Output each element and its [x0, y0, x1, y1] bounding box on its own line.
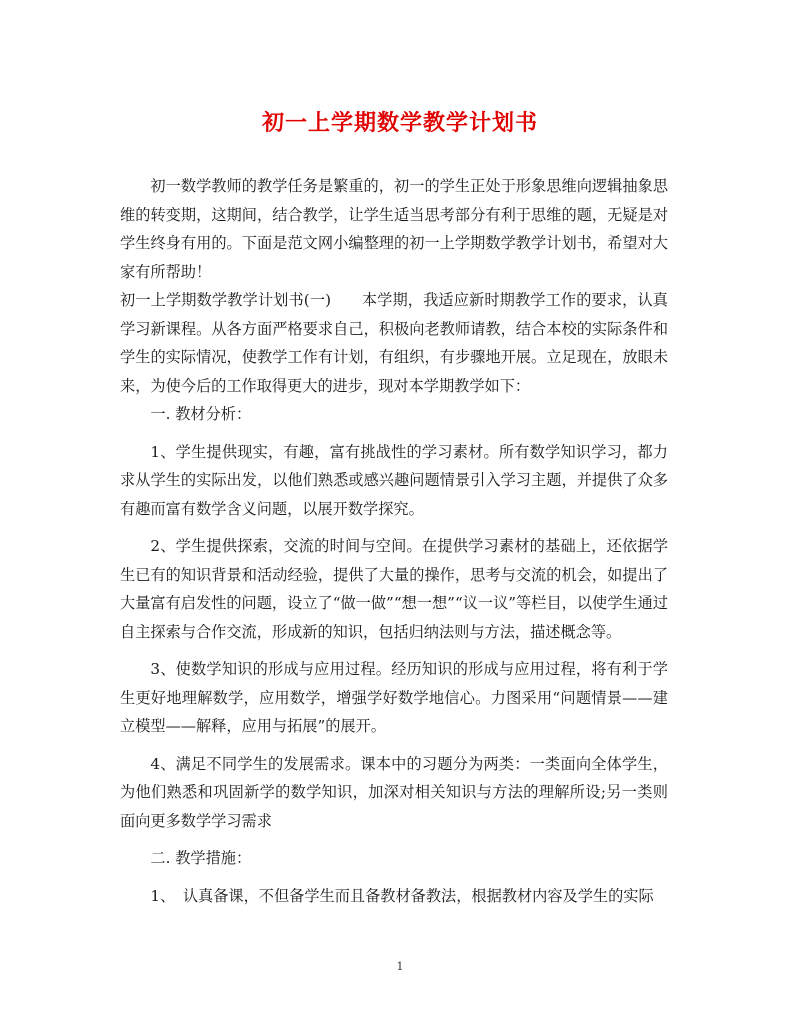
paragraph-item-1: 1、学生提供现实，有趣，富有挑战性的学习素材。所有数学知识学习，都力求从学生的实际出发，以他们熟悉或感兴趣问题情景引入学习主题，并提供了众多有趣而富有数学含义问题，以展开数学探究。: [120, 442, 668, 518]
document-title: 初一上学期数学教学计划书: [261, 110, 538, 136]
heading-textbook-analysis: 一. 教材分析：: [150, 405, 252, 423]
heading-teaching-measures: 二. 教学措施：: [150, 849, 252, 867]
page-number: 1: [396, 960, 404, 973]
paragraph-item-2: 2、学生提供探索，交流的时间与空间。在提供学习素材的基础上，还依据学生已有的知识背景和活动经验，提供了大量的操作，思考与交流的机会，如提出了大量富有启发性的问题，设立了“做一做”“想一想”“议一议”等栏目，以使学生通过自主探索与合作交流，形成新的知识，包括归纳法则与方法，描述概念等。: [120, 537, 668, 641]
paragraph-plan-one: 初一上学期数学教学计划书(一) 本学期，我适应新时期教学工作的要求，认真学习新课程。从各方面严格要求自己，积极向老教师请教，结合本校的实际条件和学生的实际情况，使教学工作有计划，有组织，有步骤地开展。立足现在，放眼未来，为使今后的工作取得更大的进步，现对本学期教学如下：: [120, 291, 668, 395]
document-body: [120, 172, 668, 910]
paragraph-intro: 初一数学教师的教学任务是繁重的，初一的学生正处于形象思维向逻辑抽象思维的转变期，这期间，结合教学，让学生适当思考部分有利于思维的题，无疑是对学生终身有用的。下面是范文网小编整理的初一上学期数学教学计划书，希望对大家有所帮助！: [120, 177, 668, 281]
paragraph-measure-1: 1、 认真备课，不但备学生而且备教材备教法，根据教材内容及学生的实际: [150, 886, 654, 905]
paragraph-item-3: 3、使数学知识的形成与应用过程。经历知识的形成与应用过程，将有利于学生更好地理解数学，应用数学，增强学好数学地信心。力图采用“问题情景——建立模型——解释，应用与拓展”的展开。: [120, 660, 668, 735]
paragraph-item-4: 4、满足不同学生的发展需求。课本中的习题分为两类：一类面向全体学生，为他们熟悉和巩固新学的数学知识，加深对相关知识与方法的理解所设;另一类则面向更多数学学习需求: [120, 754, 668, 830]
